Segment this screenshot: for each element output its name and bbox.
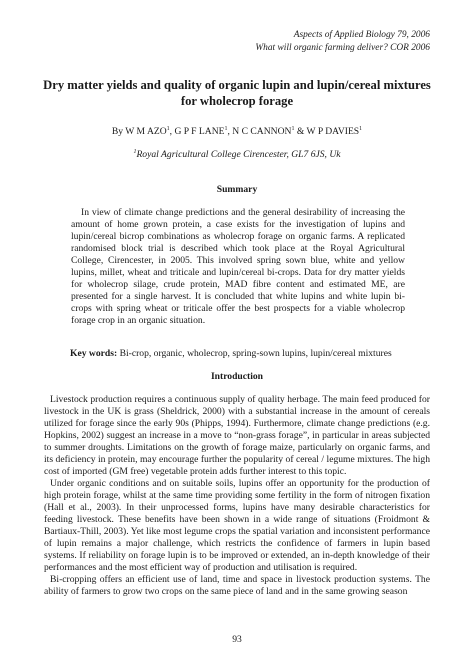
author-prefix: By xyxy=(111,126,126,137)
author: G P F LANE xyxy=(174,126,225,137)
introduction-heading: Introduction xyxy=(210,371,264,382)
author-sup: 1 xyxy=(224,125,228,132)
paragraph: Under organic conditions and on suitable soils, lupins offer an opportunity for the production of high protein forage, whilst at the same time providing some fertility in the form of nitrogen fixation (Hall et al., 2003). In their unprocessed forms, lupins have many desirable characteristics for feeding livestock. These benefits have been shown in a wide range of situations (Froidmont & Bartiaux-Thill, 2003). Yet like most legume crops the spatial variation and inconsistent performance of lupin remains a major challenge, which restricts the confidence of farmers in lupin based systems. If reliability on forage lupin is to be improved or extended, an in-depth knowledge of their performances and the most efficient way of production and utilisation is required. xyxy=(44,478,430,573)
journal-header: Aspects of Applied Biology 79, 2006 xyxy=(293,30,430,40)
affiliation-text: Royal Agricultural College Cirencester, GL7 6JS, Uk xyxy=(136,149,341,160)
author: N C CANNON xyxy=(232,126,292,137)
author-sup: 1 xyxy=(359,125,363,132)
author: W M AZO xyxy=(125,126,167,137)
author-sep: , xyxy=(169,126,175,137)
summary-heading: Summary xyxy=(216,184,258,195)
keywords xyxy=(70,348,410,359)
author-sep: , xyxy=(227,126,233,137)
paper-title: Dry matter yields and quality of organic lupin and lupin/cereal mixtures for wholecrop forage xyxy=(43,78,431,108)
page-number: 93 xyxy=(232,634,242,645)
keywords-text: Bi-crop, organic, wholecrop, spring-sown lupins, lupin/cereal mixtures xyxy=(117,348,392,359)
affiliation xyxy=(0,149,474,160)
issue-header: What will organic farming deliver? COR 2006 xyxy=(255,43,430,53)
author-sep: & xyxy=(294,126,307,137)
keywords-label: Key words: xyxy=(70,348,118,359)
paragraph: Livestock production requires a continuous supply of quality herbage. The main feed produced for livestock in the UK is grass (Sheldrick, 2000) with a substantial increase in the amount of cereals utilized for forage since the early 90s (Phipps, 1994). Furthermore, climate change predictions (e.g. Hopkins, 2002) suggest an increase in a move to “non-grass forage”, in particular in areas subjected to summer droughts. Limitations on the growth of forage maize, particularly on organic farms, and its deficiency in protein, may encourage further the popularity of cereal / legume mixtures. The high cost of imported (GM free) vegetable protein adds further interest to this topic. xyxy=(44,394,430,477)
author-sup: 1 xyxy=(166,125,170,132)
introduction-body xyxy=(44,394,430,598)
affiliation-sup: 1 xyxy=(133,148,137,155)
paragraph: Bi-cropping offers an efficient use of land, time and space in livestock production systems. The ability of farmers to grow two crops on the same piece of land and in the same growing season xyxy=(44,574,430,597)
author: W P DAVIES xyxy=(306,126,360,137)
summary-text: In view of climate change predictions and the general desirability of increasing the amount of home grown protein, a case exists for the investigation of lupins and lupin/cereal bicrop combinations as wholecrop forage on organic farms. A replicated randomised block trial is described which took place at the Royal Agricultural College, Cirencester, in 2005. This involved spring sown blue, white and yellow lupins, millet, wheat and triticale and lupin/cereal bi-crops. Data for dry matter yields for wholecrop silage, crude protein, MAD fibre content and estimated ME, are presented for a single harvest. It is concluded that white lupins and white lupin bi-crops with spring wheat or triticale offer the best prospects for a viable wholecrop forage crop in an organic situation. xyxy=(71,207,405,326)
author-line xyxy=(0,126,474,137)
author-sup: 1 xyxy=(291,125,295,132)
